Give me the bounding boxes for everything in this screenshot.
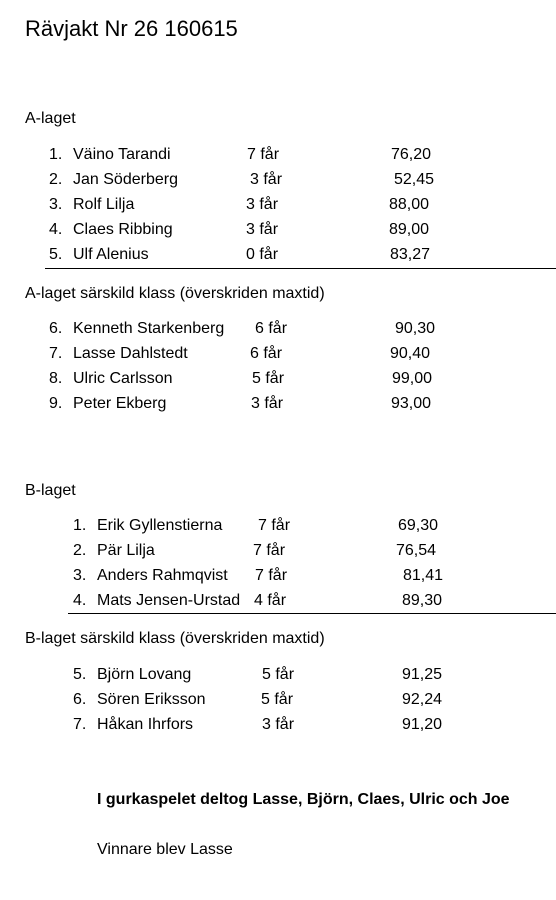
- score: 52,45: [394, 171, 435, 188]
- rank: 5.: [73, 666, 87, 683]
- section-heading-a: A-laget: [25, 110, 76, 127]
- participant-name: Lasse Dahlstedt: [73, 345, 188, 362]
- sheep-count: 5 får: [261, 691, 294, 708]
- list-item: [0, 320, 556, 342]
- participant-name: Ulf Alenius: [73, 246, 149, 263]
- rank: 1.: [73, 517, 87, 534]
- list-item: [0, 542, 556, 564]
- list-item: [0, 246, 556, 268]
- rank: 3.: [49, 196, 63, 213]
- list-item: [0, 592, 556, 614]
- rank: 9.: [49, 395, 63, 412]
- sheep-count: 7 får: [258, 517, 291, 534]
- rank: 3.: [73, 567, 87, 584]
- rank: 2.: [49, 171, 63, 188]
- sheep-count: 4 får: [254, 592, 287, 609]
- participant-name: Claes Ribbing: [73, 221, 173, 238]
- score: 90,40: [390, 345, 431, 362]
- participant-name: Håkan Ihrfors: [97, 716, 194, 733]
- rank: 7.: [73, 716, 87, 733]
- sheep-count: 6 får: [250, 345, 283, 362]
- gurka-note: I gurkaspelet deltog Lasse, Björn, Claes, Ulric och Joe: [97, 791, 510, 808]
- sheep-count: 5 får: [262, 666, 295, 683]
- participant-name: Väino Tarandi: [73, 146, 171, 163]
- score: 81,41: [403, 567, 444, 584]
- participant-name: Jan Söderberg: [73, 171, 178, 188]
- participant-name: Erik Gyllenstierna: [97, 517, 223, 534]
- score: 83,27: [390, 246, 431, 263]
- list-item: [0, 666, 556, 688]
- participant-name: Björn Lovang: [97, 666, 192, 683]
- rank: 8.: [49, 370, 63, 387]
- sheep-count: 6 får: [255, 320, 288, 337]
- list-item: [0, 517, 556, 539]
- list-item: [0, 196, 556, 218]
- section-heading-b-special: B-laget särskild klass (överskriden maxtid): [25, 630, 325, 647]
- list-item: [0, 221, 556, 243]
- score: 76,54: [396, 542, 437, 559]
- rank: 6.: [73, 691, 87, 708]
- score: 92,24: [402, 691, 443, 708]
- winner-note: Vinnare blev Lasse: [97, 841, 233, 858]
- participant-name: Sören Eriksson: [97, 691, 206, 708]
- participant-name: Rolf Lilja: [73, 196, 135, 213]
- sheep-count: 5 får: [252, 370, 285, 387]
- score: 93,00: [391, 395, 432, 412]
- sheep-count: 3 får: [251, 395, 284, 412]
- rank: 2.: [73, 542, 87, 559]
- score: 69,30: [398, 517, 439, 534]
- rank: 5.: [49, 246, 63, 263]
- divider: [45, 268, 556, 269]
- sheep-count: 7 får: [255, 567, 288, 584]
- page-title: Rävjakt Nr 26 160615: [25, 16, 238, 41]
- section-heading-a-special: A-laget särskild klass (överskriden maxtid): [25, 285, 325, 302]
- score: 89,30: [402, 592, 443, 609]
- list-item: [0, 171, 556, 193]
- sheep-count: 3 får: [246, 196, 279, 213]
- list-item: [0, 370, 556, 392]
- score: 76,20: [391, 146, 432, 163]
- score: 88,00: [389, 196, 430, 213]
- participant-name: Peter Ekberg: [73, 395, 167, 412]
- list-item: [0, 567, 556, 589]
- divider: [68, 613, 556, 614]
- participant-name: Ulric Carlsson: [73, 370, 173, 387]
- score: 91,20: [402, 716, 443, 733]
- sheep-count: 7 får: [253, 542, 286, 559]
- list-item: [0, 146, 556, 168]
- participant-name: Kenneth Starkenberg: [73, 320, 225, 337]
- sheep-count: 0 får: [246, 246, 279, 263]
- sheep-count: 3 får: [246, 221, 279, 238]
- rank: 1.: [49, 146, 63, 163]
- list-item: [0, 716, 556, 738]
- rank: 4.: [49, 221, 63, 238]
- participant-name: Mats Jensen-Urstad: [97, 592, 241, 609]
- score: 89,00: [389, 221, 430, 238]
- participant-name: Pär Lilja: [97, 542, 155, 559]
- score: 91,25: [402, 666, 443, 683]
- list-item: [0, 395, 556, 417]
- score: 90,30: [395, 320, 436, 337]
- list-item: [0, 691, 556, 713]
- rank: 6.: [49, 320, 63, 337]
- score: 99,00: [392, 370, 433, 387]
- participant-name: Anders Rahmqvist: [97, 567, 228, 584]
- list-item: [0, 345, 556, 367]
- sheep-count: 3 får: [250, 171, 283, 188]
- sheep-count: 3 får: [262, 716, 295, 733]
- rank: 7.: [49, 345, 63, 362]
- rank: 4.: [73, 592, 87, 609]
- section-heading-b: B-laget: [25, 482, 76, 499]
- sheep-count: 7 får: [247, 146, 280, 163]
